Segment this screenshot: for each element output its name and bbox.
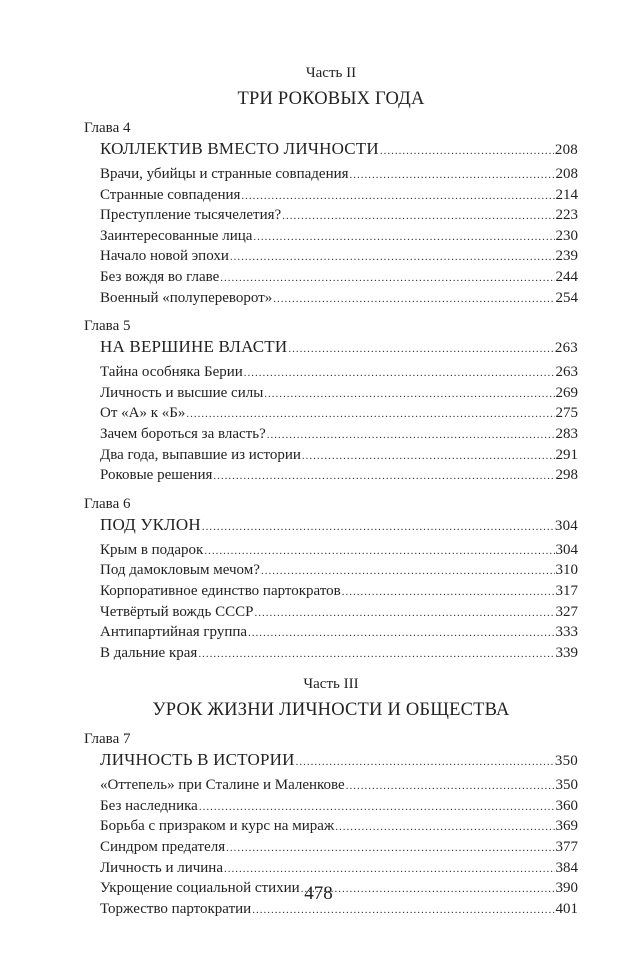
dot-leader bbox=[346, 777, 555, 797]
toc-entry-title: Начало новой эпохи bbox=[100, 248, 229, 265]
toc-entry bbox=[100, 425, 578, 446]
part-label: Часть II bbox=[305, 65, 357, 81]
toc-entry-title: Личность и личина bbox=[100, 859, 223, 876]
toc-entry bbox=[100, 859, 578, 880]
toc-entry-page: 350 bbox=[555, 777, 578, 794]
chapter-title-page: 208 bbox=[554, 142, 578, 158]
toc-entry-title: Под дамокловым мечом? bbox=[100, 562, 260, 579]
toc-entry-page: 377 bbox=[555, 839, 578, 856]
toc-entry-page: 208 bbox=[555, 166, 578, 182]
toc-entry-title: Борьба с призраком и курс на мираж bbox=[100, 818, 335, 835]
dot-leader bbox=[230, 248, 555, 268]
dot-leader bbox=[273, 290, 554, 310]
toc-entry bbox=[100, 582, 578, 603]
toc-entry-page: 384 bbox=[555, 859, 578, 876]
toc-entry bbox=[100, 206, 578, 227]
toc-entry bbox=[100, 644, 578, 665]
toc-entry-title: Корпоративное единство партократов bbox=[100, 582, 341, 599]
chapter-title-page: 263 bbox=[554, 340, 578, 357]
dot-leader bbox=[254, 604, 554, 624]
dot-leader bbox=[267, 426, 555, 446]
toc-entry-page: 401 bbox=[555, 900, 578, 917]
toc-entry-title: В дальние края bbox=[100, 644, 198, 661]
toc-entry bbox=[100, 561, 578, 582]
dot-leader bbox=[302, 447, 555, 467]
toc-entry-page: 254 bbox=[555, 289, 578, 306]
chapter-label: Глава 5 bbox=[84, 318, 131, 335]
dot-leader bbox=[226, 839, 554, 859]
chapter-title-title: ЛИЧНОСТЬ В ИСТОРИИ bbox=[100, 750, 295, 770]
toc-entry-page: 214 bbox=[555, 186, 578, 203]
toc-entry-page: 298 bbox=[555, 467, 578, 484]
dot-leader bbox=[253, 228, 554, 248]
dot-leader bbox=[282, 207, 554, 227]
toc-entry-title: Синдром предателя bbox=[100, 839, 226, 856]
toc-entry-title: Личность и высшие силы bbox=[100, 384, 264, 401]
dot-leader bbox=[342, 583, 555, 603]
chapter-title bbox=[100, 138, 578, 162]
toc-entry-title: Странные совпадения bbox=[100, 186, 241, 203]
chapter-title-title: НА ВЕРШИНЕ ВЛАСТИ bbox=[100, 337, 288, 357]
toc-entry-title: Военный «полупереворот» bbox=[100, 289, 273, 306]
toc-entry bbox=[100, 165, 578, 186]
table-of-contents bbox=[84, 63, 578, 920]
dot-leader bbox=[261, 562, 555, 582]
toc-entry-page: 339 bbox=[555, 644, 578, 661]
toc-entry-page: 283 bbox=[555, 425, 578, 442]
toc-entry-title: Зачем бороться за власть? bbox=[100, 425, 266, 442]
toc-entry-page: 310 bbox=[555, 562, 578, 579]
chapter-title-title: КОЛЛЕКТИВ ВМЕСТО ЛИЧНОСТИ bbox=[100, 139, 379, 158]
toc-entry-page: 304 bbox=[555, 541, 578, 558]
toc-entry bbox=[100, 838, 578, 859]
toc-entry bbox=[100, 247, 578, 268]
toc-entry bbox=[100, 446, 578, 467]
dot-leader bbox=[199, 798, 555, 818]
toc-entry-page: 317 bbox=[555, 582, 578, 599]
toc-entry-page: 327 bbox=[555, 603, 578, 620]
toc-entry-title: Без вождя во главе bbox=[100, 268, 220, 285]
toc-entry-page: 369 bbox=[555, 818, 578, 835]
page-number: 478 bbox=[304, 883, 333, 904]
toc-entry bbox=[100, 363, 578, 384]
toc-entry-title: Антипартийная группа bbox=[100, 624, 248, 641]
toc-entry-page: 291 bbox=[555, 446, 578, 463]
dot-leader bbox=[296, 751, 554, 773]
toc-entry-title: Преступление тысячелетия? bbox=[100, 207, 282, 224]
toc-entry-page: 333 bbox=[555, 624, 578, 641]
dot-leader bbox=[213, 467, 554, 487]
part-title: УРОК ЖИЗНИ ЛИЧНОСТИ И ОБЩЕСТВА bbox=[152, 700, 510, 721]
toc-entry-page: 269 bbox=[555, 384, 578, 401]
chapter-title-page: 350 bbox=[554, 753, 578, 770]
toc-entry-page: 275 bbox=[555, 405, 578, 422]
toc-entry-page: 244 bbox=[555, 268, 578, 285]
toc-entry-title: Заинтересованные лица bbox=[100, 227, 253, 244]
toc-entry-title: Врачи, убийцы и странные совпадения bbox=[100, 166, 349, 182]
toc-entry-title: Два года, выпавшие из истории bbox=[100, 446, 301, 463]
dot-leader bbox=[224, 860, 555, 880]
chapter-title-title: ПОД УКЛОН bbox=[100, 514, 201, 534]
toc-entry-title: «Оттепель» при Сталине и Маленкове bbox=[100, 777, 345, 794]
toc-entry bbox=[100, 268, 578, 289]
dot-leader bbox=[198, 645, 554, 665]
chapter-title bbox=[100, 336, 578, 360]
toc-entry bbox=[100, 404, 578, 425]
toc-entry-page: 230 bbox=[555, 227, 578, 244]
toc-entry bbox=[100, 776, 578, 797]
dot-leader bbox=[244, 364, 555, 384]
toc-entry bbox=[100, 817, 578, 838]
toc-entry bbox=[100, 541, 578, 562]
dot-leader bbox=[248, 624, 554, 644]
dot-leader bbox=[288, 338, 554, 360]
toc-entry bbox=[100, 797, 578, 818]
toc-entry-page: 239 bbox=[555, 248, 578, 265]
dot-leader bbox=[350, 166, 555, 186]
dot-leader bbox=[220, 269, 554, 289]
toc-entry bbox=[100, 384, 578, 405]
part-title: ТРИ РОКОВЫХ ГОДА bbox=[237, 89, 425, 109]
part-label: Часть III bbox=[303, 676, 359, 693]
toc-entry-title: От «А» к «Б» bbox=[100, 405, 186, 422]
chapter-title bbox=[100, 514, 578, 538]
toc-entry bbox=[100, 623, 578, 644]
toc-entry-title: Тайна особняка Берии bbox=[100, 364, 243, 381]
toc-entry bbox=[100, 466, 578, 487]
toc-entry bbox=[100, 186, 578, 207]
toc-entry bbox=[100, 227, 578, 248]
chapter-label: Глава 4 bbox=[84, 120, 131, 136]
dot-leader bbox=[202, 516, 554, 538]
toc-entry-title: Крым в подарок bbox=[100, 541, 204, 558]
toc-entry-page: 360 bbox=[555, 797, 578, 814]
dot-leader bbox=[241, 187, 554, 207]
part-section bbox=[84, 63, 578, 664]
chapter-title-page: 304 bbox=[554, 517, 578, 534]
chapter-label: Глава 7 bbox=[84, 731, 131, 748]
toc-entry-title: Без наследника bbox=[100, 797, 198, 814]
chapter-title bbox=[100, 749, 578, 773]
toc-entry bbox=[100, 603, 578, 624]
toc-entry-title: Четвёртый вождь СССР bbox=[100, 603, 254, 620]
dot-leader bbox=[204, 542, 554, 562]
dot-leader bbox=[335, 818, 554, 838]
dot-leader bbox=[264, 385, 554, 405]
toc-entry-title: Роковые решения bbox=[100, 467, 213, 484]
toc-entry bbox=[100, 289, 578, 310]
dot-leader bbox=[380, 140, 554, 162]
toc-entry-title: Укрощение социальной стихии bbox=[100, 880, 300, 897]
toc-entry-page: 263 bbox=[555, 364, 578, 381]
chapter-label: Глава 6 bbox=[84, 495, 131, 512]
toc-entry-title: Торжество партократии bbox=[100, 900, 252, 917]
dot-leader bbox=[186, 405, 554, 425]
toc-entry-page: 223 bbox=[555, 207, 578, 224]
toc-entry-page: 390 bbox=[555, 880, 578, 897]
